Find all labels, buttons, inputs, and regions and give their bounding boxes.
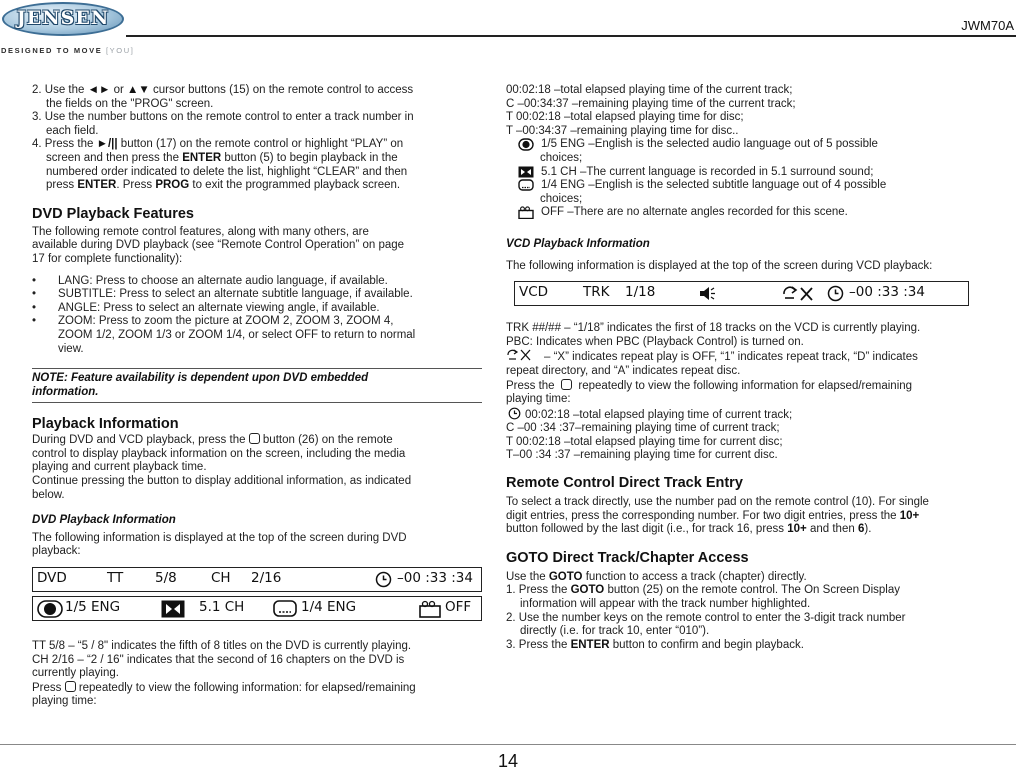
repeat-icon [506,349,536,361]
goto-line-4: 2. Use the number keys on the remote control to enter the 3-digit track number [506,611,906,624]
header-divider [126,35,1016,37]
vcd-info-heading: VCD Playback Information [506,237,650,250]
playback-p5: below. [32,488,65,501]
goto-line-3: information will appear with the track number highlighted. [520,598,811,611]
audio-icon-row-cont: choices; [540,151,583,164]
osd-time: –00 :33 :34 [397,570,473,587]
left-column [32,84,494,709]
bullet-lang: • LANG: Press to choose an alternate audio language, if available. [32,274,388,287]
features-intro-1: The following remote control features, along with many others, are [32,225,369,238]
display-button-icon [561,379,572,390]
direct-line-3: button followed by the last digit (i.e., for track 16, press 10+ and then 6). [506,523,872,536]
tagline-suffix: [YOU] [106,46,135,55]
page-header [0,0,1016,62]
clock-icon [827,285,844,302]
osd-time: –00 :33 :34 [849,284,925,301]
osd-title-num: 5/8 [155,570,177,587]
repeat-icon [781,285,817,302]
goto-line-2: 1. Press the GOTO button (25) on the remote control. The On Screen Display [506,584,900,597]
playback-p3: playing and current playback time. [32,461,207,474]
channel-icon-row: 5.1 CH –The current language is recorded in 5.1 surround sound; [506,166,1014,180]
osd-trk-label: TRK [583,284,610,301]
osd-chapter-num: 2/16 [251,570,282,587]
dvd-info-p1: The following information is displayed at the top of the screen during DVD [32,531,407,544]
dvd-info-heading: DVD Playback Information [32,514,176,527]
vcd-desc-2: PBC: Indicates when PBC (Playback Control) is turned on. [506,335,804,348]
direct-line-1: To select a track directly, use the number pad on the remote control (10). For single [506,496,929,509]
camera-angle-icon [419,600,441,618]
features-intro-2: available during DVD playback (see “Remote Control Operation” on page [32,239,405,252]
osd-channels: 5.1 CH [199,599,245,616]
clock-icon [508,407,521,420]
left-right-arrows: ◄► [87,84,111,96]
step-3-cont: each field. [46,124,99,137]
osd-subtitle: 1/4 ENG [301,599,357,616]
osd-vcd-label: VCD [519,284,549,301]
display-button-icon [65,681,76,692]
audio-icon-row: 1/5 ENG –English is the selected audio language out of 5 possible [506,138,1014,152]
step-3-line: 3. Use the number buttons on the remote control to enter a track number in [32,111,414,124]
audio-icon [518,138,534,151]
dvd-explain-3: currently playing. [32,667,119,680]
model-number: JWM70A [961,18,1014,33]
goto-line-5: directly (i.e. for track 10, enter “010”). [520,625,710,638]
dvd-features-heading: DVD Playback Features [32,205,194,222]
osd-dvd-label: DVD [37,570,67,587]
right-column [506,84,1014,652]
step-2-cont: the fields on the "PROG" screen. [46,97,214,110]
brand-tagline [1,44,134,58]
goto-line-6: 3. Press the ENTER button to confirm and begin playback. [506,638,804,651]
osd-track-num: 1/18 [625,284,656,301]
bullet-angle: • ANGLE: Press to select an alternate viewing angle, if available. [32,301,380,314]
osd-ch-label: CH [211,570,231,587]
playback-p1: During DVD and VCD playback, press the button (26) on the remote [32,434,393,447]
vcd-desc-10: T–00 :34 :37 –remaining playing time for current disc. [506,449,778,462]
bullet-zoom-cont-1: ZOOM 1/2, ZOOM 1/3 or ZOOM 1/4, or select OFF to return to normal [58,328,416,341]
camera-angle-icon [518,206,534,219]
clock-icon [375,571,392,588]
subtitle-icon-row-cont: choices; [540,192,583,205]
display-button-icon [249,433,260,444]
vcd-desc-1: TRK ##/## – “1/18” indicates the first of 18 tracks on the VCD is currently playing. [506,322,921,335]
time-line-4: T –00:34:37 –remaining playing time for disc.. [506,124,739,137]
page-number: 14 [497,751,519,771]
footer-divider [0,744,1016,745]
dvd-osd-bar-1 [32,567,482,592]
note-box [32,368,482,403]
tagline-text: DESIGNED TO MOVE [1,46,103,55]
bullet-zoom-cont-2: view. [58,342,84,355]
dvd-explain-2: CH 2/16 – “2 / 16" indicates that the second of 16 chapters on the DVD is [32,653,405,666]
up-down-arrows: ▲▼ [127,84,150,96]
osd-audio: 1/5 ENG [65,599,121,616]
playback-info-heading: Playback Information [32,416,179,433]
features-intro-3: 17 for complete functionality): [32,252,183,265]
step-4-cont-3: press ENTER. Press PROG to exit the programmed playback screen. [46,179,401,192]
goto-line-1: Use the GOTO function to access a track (chapter) directly. [506,570,807,583]
vcd-desc-5: Press the repeatedly to view the following information for elapsed/remaining [506,379,913,392]
direct-line-2: digit entries, press the corresponding number. For two digit entries, press the 10+ [506,509,920,522]
vcd-intro: The following information is displayed at the top of the screen during VCD playback: [506,259,933,272]
subtitle-icon [518,179,534,192]
step-4-line: 4. Press the ►/|| button (17) on the remote control or highlight “PLAY” on [32,138,404,151]
vcd-desc-8: C –00 :34 :37–remaining playing time of current track; [506,422,780,435]
dvd-explain-1: TT 5/8 – “5 / 8" indicates the fifth of 8 titles on the DVD is currently playing. [32,640,412,653]
time-line-3: T 00:02:18 –total elapsed playing time for disc; [506,111,744,124]
osd-angle: OFF [445,599,472,616]
vcd-desc-9: T 00:02:18 –total elapsed playing time for current disc; [506,435,783,448]
note-line-2: information. [32,385,99,398]
vcd-osd-bar [514,281,969,306]
jensen-logo [2,2,124,36]
step-4-cont-2: numbered order indicated to delete the list, highlight “CLEAR” and then [46,165,408,178]
logo-text: JENSEN [16,7,110,30]
time-line-2: C –00:34:37 –remaining playing time of the current track; [506,97,796,110]
dvd-explain-4: Press repeatedly to view the following information: for elapsed/remaining [32,681,416,694]
dvd-explain-5: playing time: [32,695,97,708]
bullet-zoom: • ZOOM: Press to zoom the picture at ZOOM 2, ZOOM 3, ZOOM 4, [32,315,394,328]
playback-p2: control to display playback information on the screen, including the media [32,447,406,460]
subtitle-icon [273,600,297,618]
dvd-osd-bar-2 [32,596,482,621]
bullet-subtitle: • SUBTITLE: Press to select an alternate subtitle language, if available. [32,288,413,301]
play-pause-symbol: ►/|| [96,138,118,151]
osd-tt-label: TT [107,570,124,587]
dvd-info-p2: playback: [32,545,81,558]
vcd-desc-3: – “X” indicates repeat play is OFF, “1” indicates repeat track, “D” indicates [506,349,1014,365]
audio-icon [37,600,63,618]
channel-icon [161,600,185,618]
step-4-cont-1: screen and then press the ENTER button (5) to begin playback in the [46,151,398,164]
vcd-desc-6: playing time: [506,393,571,406]
note-line-1: NOTE: Feature availability is dependent upon DVD embedded [32,372,369,385]
playback-p4: Continue pressing the button to display additional information, as indicated [32,475,412,488]
vcd-desc-7: 00:02:18 –total elapsed playing time of current track; [506,407,1014,423]
step-2-line: 2. Use the ◄► or ▲▼ cursor buttons (15) on the remote control to access [32,84,414,96]
direct-entry-heading: Remote Control Direct Track Entry [506,475,743,492]
channel-icon [518,166,534,178]
time-line-1: 00:02:18 –total elapsed playing time of the current track; [506,84,793,96]
vcd-desc-4: repeat directory, and “A” indicates repeat disc. [506,364,741,377]
goto-heading: GOTO Direct Track/Chapter Access [506,549,749,566]
pbc-icon [698,285,716,302]
angle-icon-row: OFF –There are no alternate angles recorded for this scene. [506,206,1014,220]
subtitle-icon-row: 1/4 ENG –English is the selected subtitle language out of 4 possible [506,179,1014,193]
